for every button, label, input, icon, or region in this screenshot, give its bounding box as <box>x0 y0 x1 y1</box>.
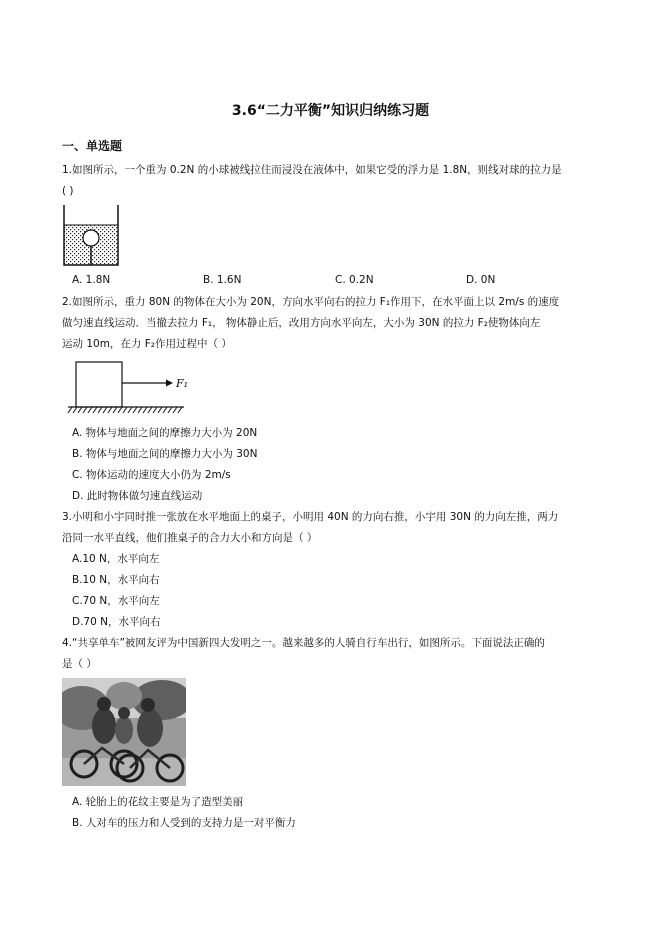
q1-option-d: D. 0N <box>466 274 496 286</box>
block <box>76 362 122 407</box>
cyclists-photo <box>62 678 186 786</box>
q1-stem-line1: 1.如图所示，一个重为 0.2N 的小球被线拉住而浸没在液体中，如果它受的浮力是 1.8N，则线对球的拉力是 <box>62 164 562 176</box>
q2-option-c: C. 物体运动的速度大小仍为 2m/s <box>72 469 231 481</box>
q1-beaker-figure <box>62 205 120 267</box>
q3-stem-line1: 3.小明和小宇同时推一张放在水平地面上的桌子，小明用 40N 的力向右推，小宇用 30N 的力向左推，两力 <box>62 511 559 523</box>
q2-option-d: D. 此时物体做匀速直线运动 <box>72 490 203 502</box>
q1-option-c: C. 0.2N <box>335 274 374 286</box>
q2-stem-line2: 做匀速直线运动．当撤去拉力 F₁， 物体静止后，改用方向水平向左，大小为 30N 的拉力 F₂使物体向左 <box>62 317 541 329</box>
q4-stem-line1: 4.“共享单车”被网友评为中国新四大发明之一。越来越多的人骑自行车出行，如图所示。下面说法正确的 <box>62 637 545 649</box>
q2-block-figure <box>66 360 196 416</box>
q2-stem-line1: 2.如图所示，重力 80N 的物体在大小为 20N，方向水平向右的拉力 F₁作用下，在水平面上以 2m/s 的速度 <box>62 296 560 308</box>
q1-option-b: B. 1.6N <box>203 274 242 286</box>
section-heading: 一、单选题 <box>62 139 123 153</box>
q3-option-d: D.70 N，水平向右 <box>72 616 161 628</box>
q4-option-a: A. 轮胎上的花纹主要是为了造型美丽 <box>72 796 244 808</box>
q4-option-b: B. 人对车的压力和人受到的支持力是一对平衡力 <box>72 817 296 829</box>
ball <box>83 230 99 246</box>
q2-option-b: B. 物体与地面之间的摩擦力大小为 30N <box>72 448 258 460</box>
q1-stem-line2: ( ) <box>62 185 74 197</box>
q3-option-b: B.10 N，水平向右 <box>72 574 160 586</box>
q1-option-a: A. 1.8N <box>72 274 111 286</box>
q3-option-a: A.10 N，水平向左 <box>72 553 160 565</box>
q3-stem-line2: 沿同一水平直线，他们推桌子的合力大小和方向是（ ） <box>62 532 318 544</box>
q2-stem-line3: 运动 10m，在力 F₂作用过程中（ ） <box>62 338 232 350</box>
q3-option-c: C.70 N，水平向左 <box>72 595 160 607</box>
q2-option-a: A. 物体与地面之间的摩擦力大小为 20N <box>72 427 258 439</box>
force-label: F₁ <box>176 377 189 390</box>
q4-stem-line2: 是（ ） <box>62 658 97 670</box>
page-title: 3.6“二力平衡”知识归纳练习题 <box>231 103 430 119</box>
